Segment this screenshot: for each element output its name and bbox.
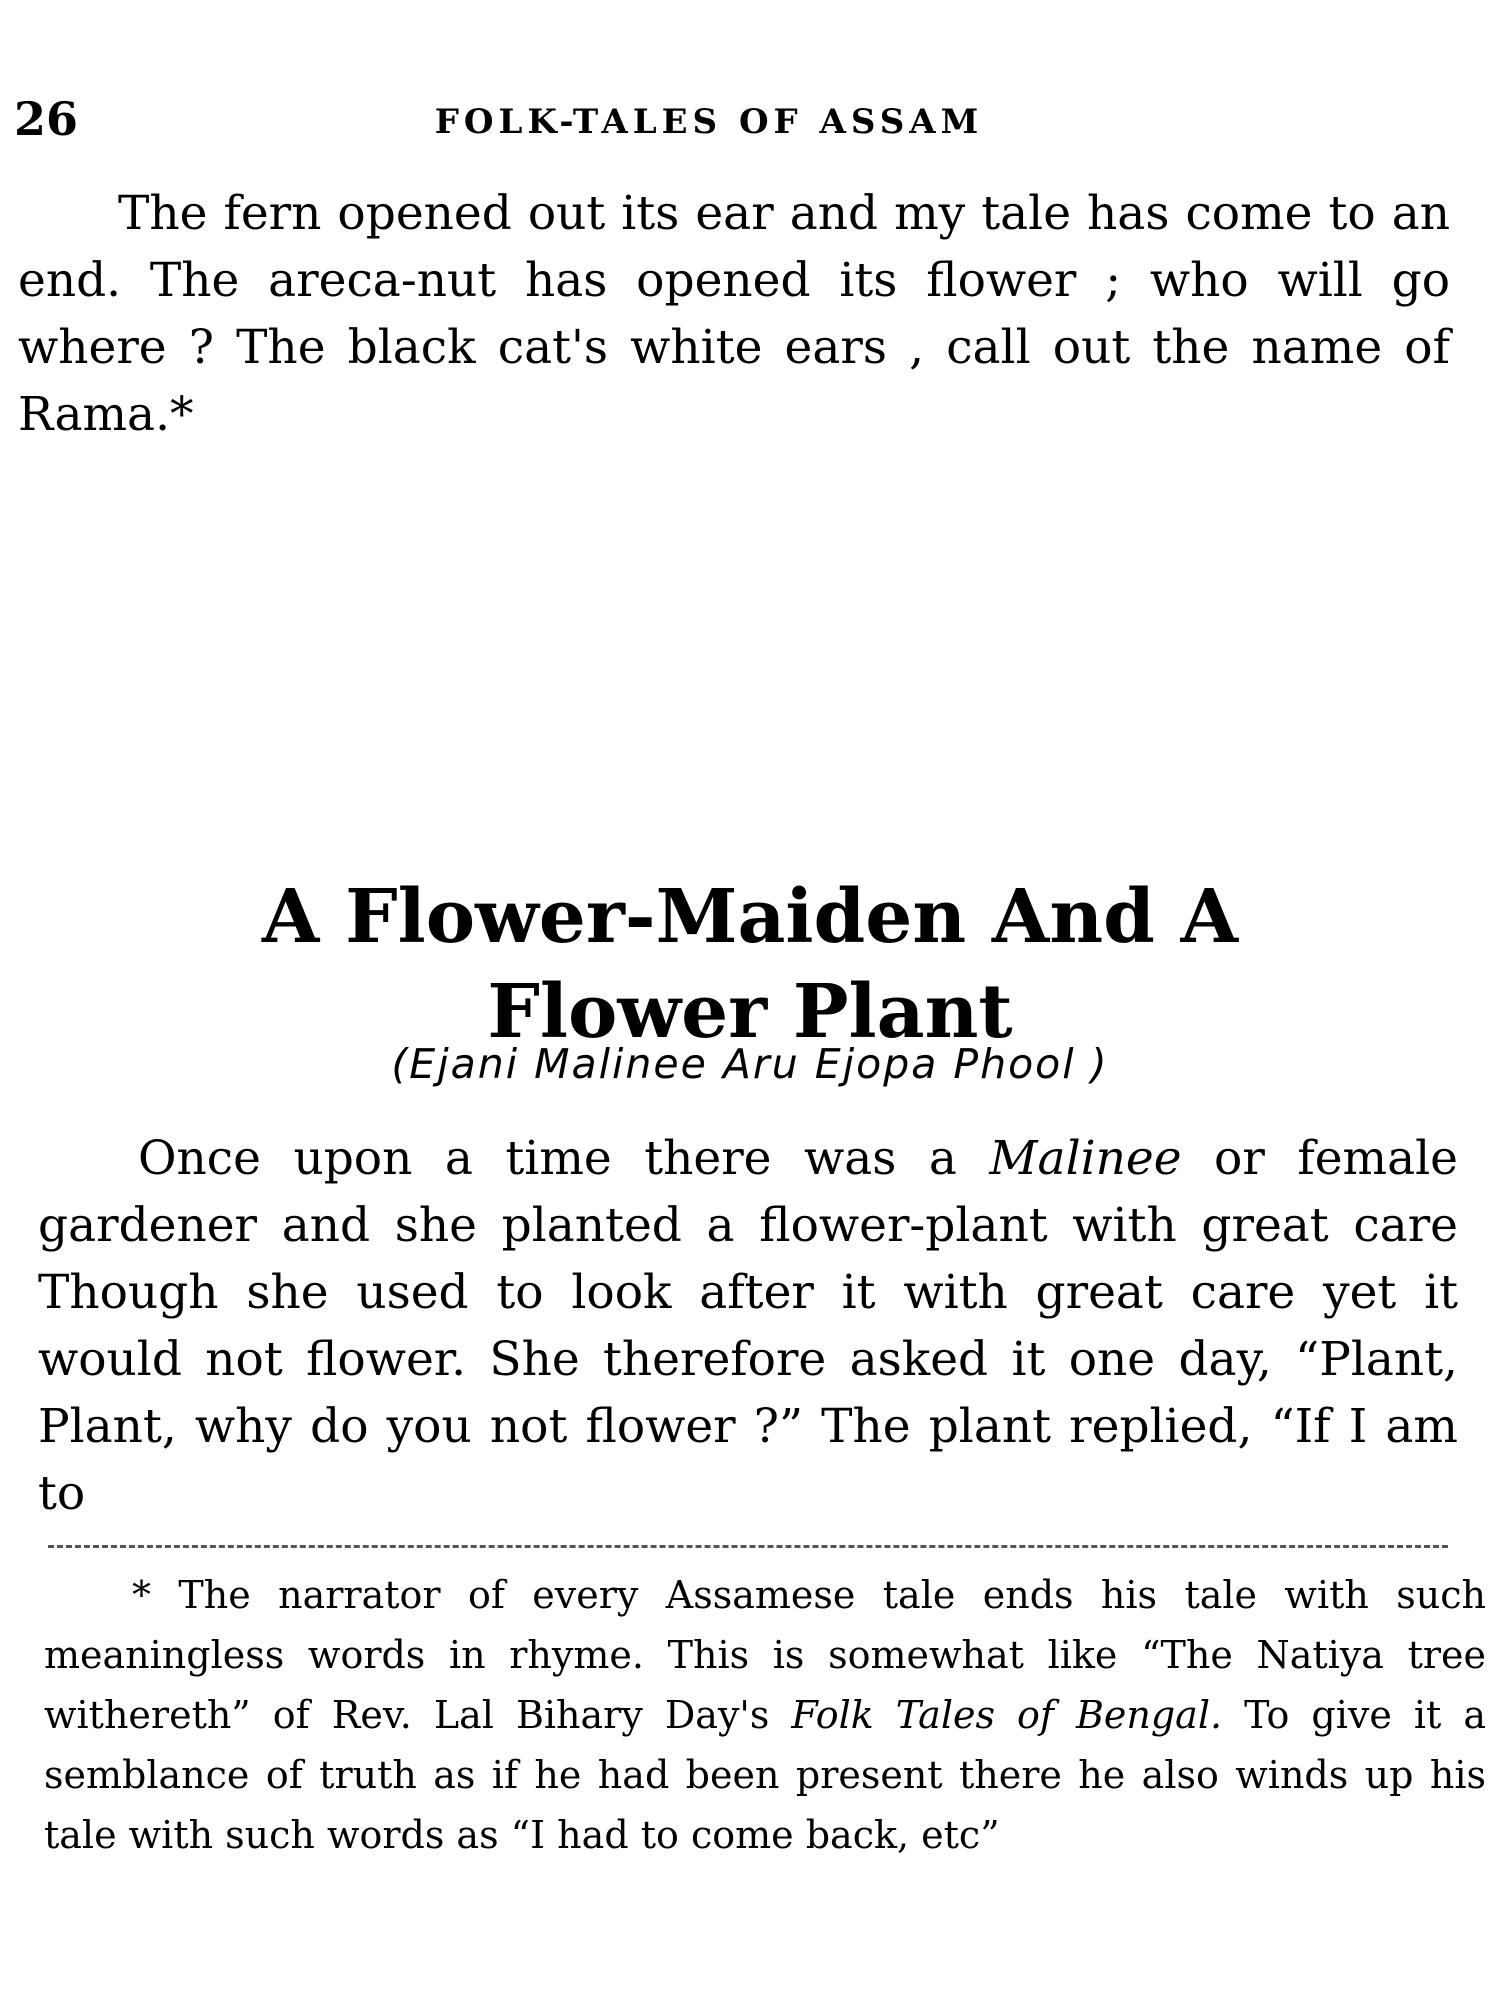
story-paragraph-intro: Once upon a time there was a (138, 1131, 957, 1186)
footnote (44, 1565, 1486, 1865)
closing-paragraph: The fern opened out its ear and my tale has come to an end. The areca-nut has opened its flower ; who will go where ? The black cat's white ears , call out the name of Rama.* (18, 186, 1450, 442)
running-title: FOLK-TALES OF ASSAM (434, 102, 984, 142)
story-title-line-1: A Flower-Maiden And A (261, 873, 1239, 960)
story-paragraph (38, 1125, 1458, 1527)
footnote-part-1: * The narrator of every Assamese tale ends his tale with such meaningless words in rhyme. This is somewhat like “The Natiya tree withereth” of Rev. Lal Bihary Day's (44, 1573, 1486, 1737)
footnote-divider (48, 1545, 1448, 1548)
story-paragraph-rest: or female gardener and she planted a flower-plant with great care Though she used to look after it with great care yet it would not flower. She therefore asked it one day, “Plant, Plant, why do you not flower ?” The plant replied, “If I am to (38, 1131, 1458, 1521)
story-title (0, 870, 1500, 1060)
footnote-book-title: Folk Tales of Bengal. (791, 1693, 1223, 1737)
story-paragraph-term: Malinee (989, 1131, 1182, 1186)
footnote-part-2: To give it a semblance of truth as if he had been present there he also winds up his tale with such words as “I had to come back, etc” (44, 1693, 1486, 1857)
story-subtitle: (Ejani Malinee Aru Ejopa Phool ) (391, 1040, 1109, 1088)
page-number: 26 (14, 92, 79, 146)
story-title-line-2: Flower Plant (487, 968, 1013, 1055)
running-header (14, 92, 1464, 152)
